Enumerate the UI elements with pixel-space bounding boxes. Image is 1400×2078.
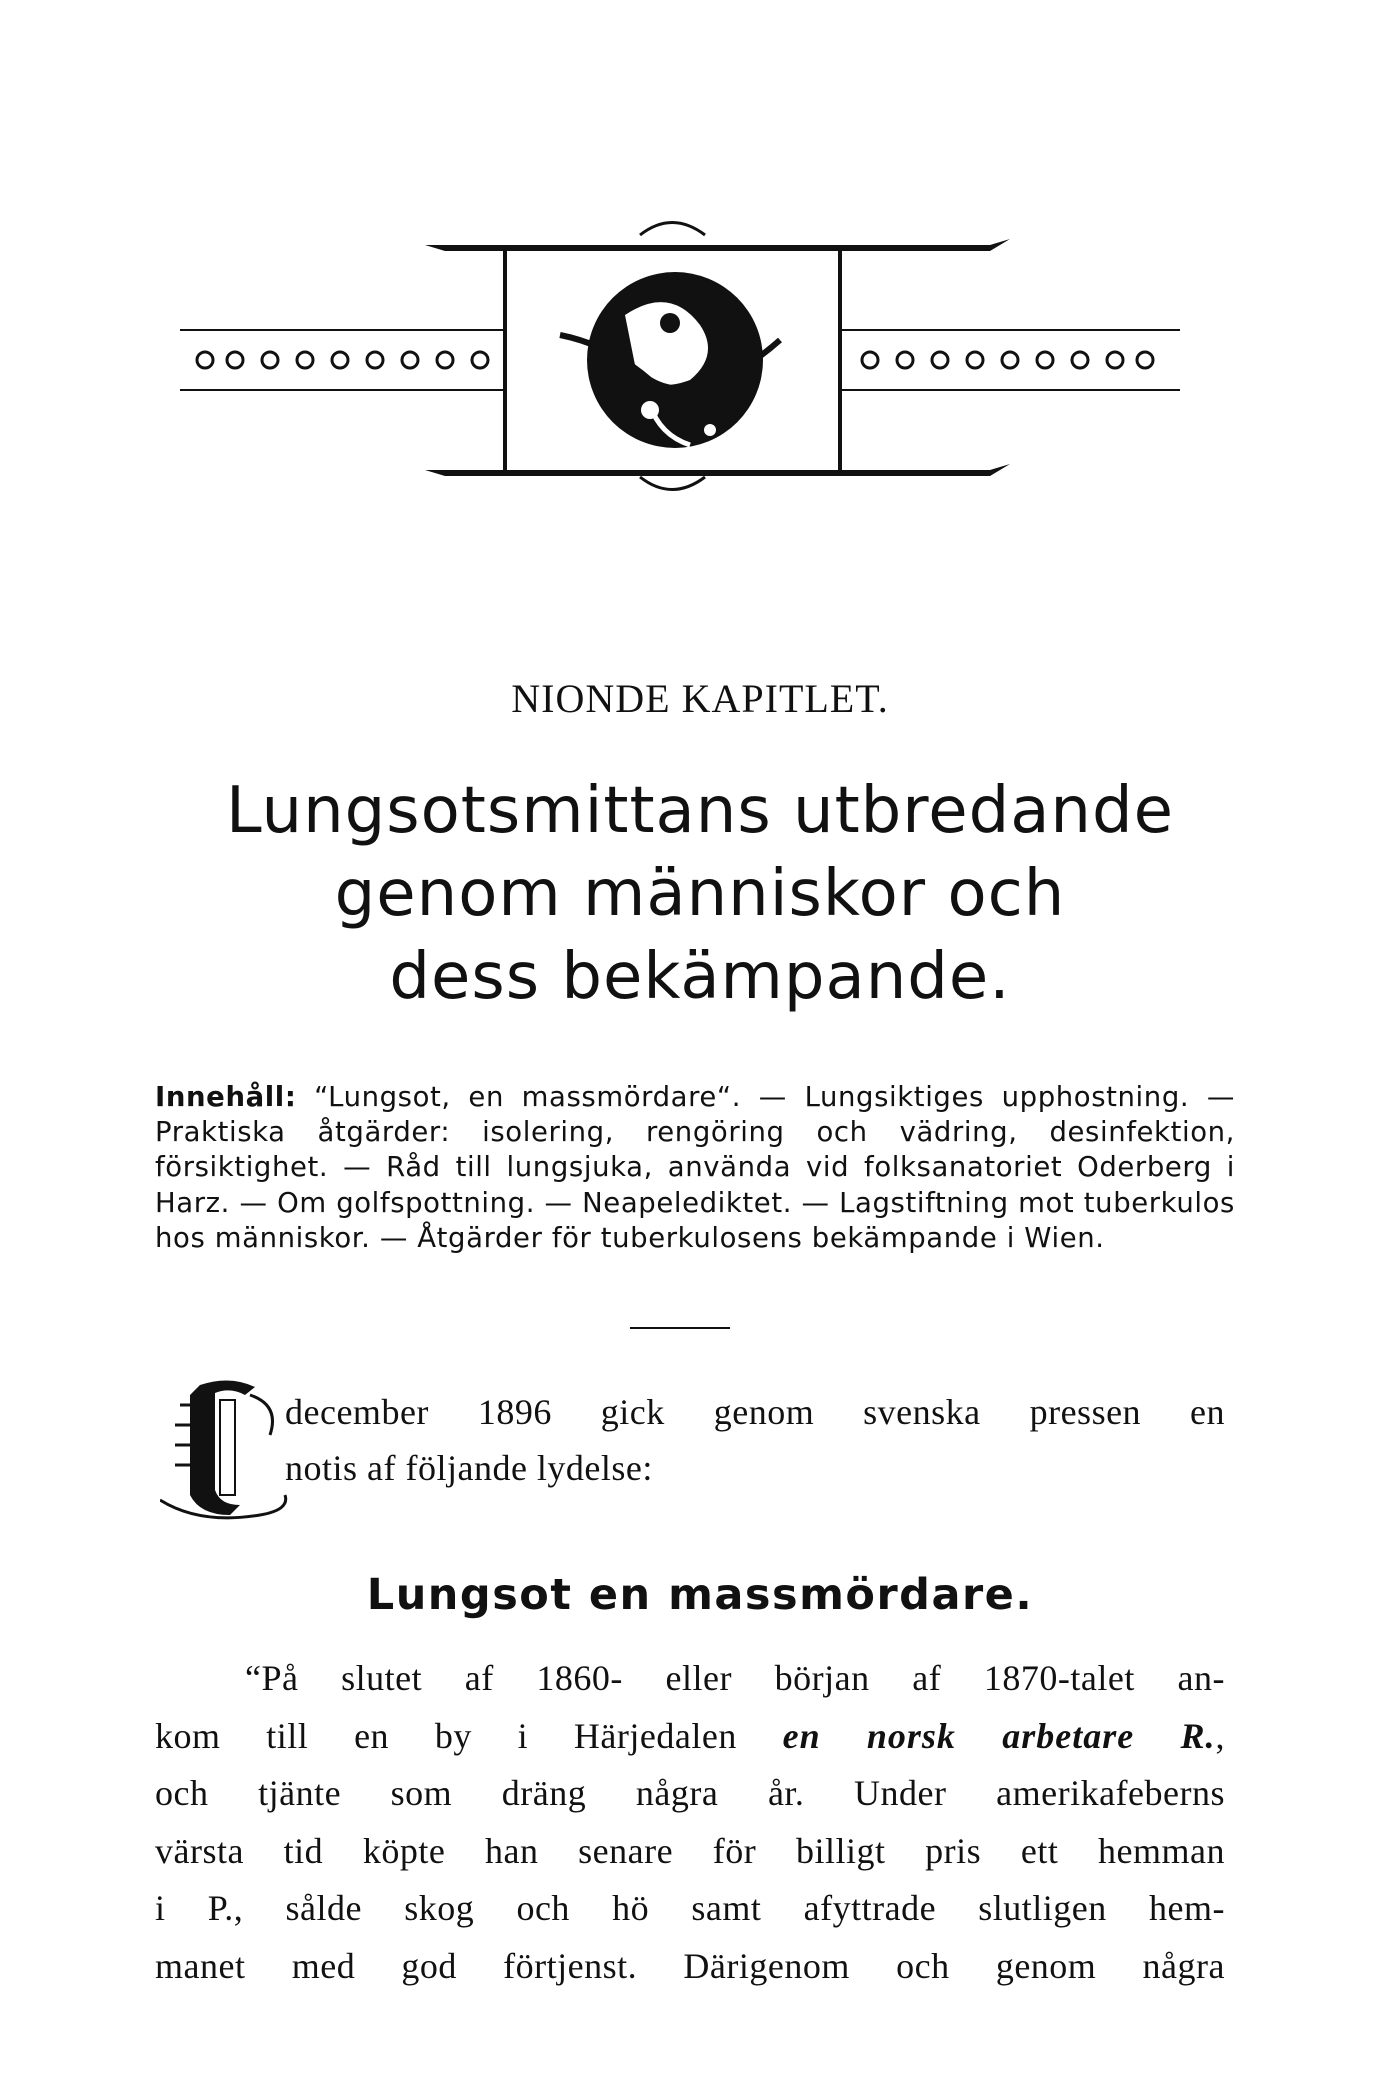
text-line: “På slutet af 1860- eller början af 1870-talet an-: [245, 1658, 1225, 1698]
text-line: manet med god förtjenst. Därigenom och genom några: [155, 1945, 1225, 1986]
section-divider: [630, 1327, 730, 1329]
title-line: Lungsotsmittans utbredande: [226, 774, 1174, 848]
text-line: [155, 1708, 1225, 1766]
text-line: i P., sålde skog och hö samt afyttrade slutligen hem-: [155, 1888, 1225, 1929]
contents-label: Innehåll:: [155, 1081, 297, 1113]
title-line: genom människor och: [334, 857, 1066, 932]
chapter-heading: NIONDE KAPITLET.: [511, 676, 889, 721]
ornamental-header: [180, 205, 1180, 505]
text-line: och tjänte som dräng några år. Under amerikafeberns: [155, 1773, 1225, 1814]
text-segment: ,: [1215, 1715, 1225, 1756]
decorative-initial-i: [160, 1375, 300, 1525]
chapter-contents: [155, 1080, 1235, 1256]
body-paragraph: [155, 1650, 1225, 1996]
opening-paragraph: [285, 1385, 1225, 1497]
contents-text: “Lungsot, en massmördare“. — Lungsiktiges upphostning. — Praktiska åtgärder: isolering, rengöring och vädring, desinfektion, försiktighet. — Råd till lungsjuka, använda vid folksanatoriet Oderberg i Harz. — Om golfspottning. — Neapelediktet. — Lagstiftning mot tuberkulos hos människor. — Åtgärder för tuberkulosens bekämpande i Wien.: [155, 1081, 1235, 1254]
italic-phrase: en norsk arbetare R.: [782, 1715, 1216, 1756]
section-subheading: Lungsot en massmördare.: [366, 1570, 1034, 1620]
text-line: notis af följande lydelse:: [285, 1447, 653, 1488]
title-line: dess bekämpande.: [389, 940, 1011, 1015]
text-line: december 1896 gick genom svenska pressen en: [285, 1392, 1225, 1432]
text-line: värsta tid köpte han senare för billigt pris ett hemman: [155, 1830, 1225, 1871]
chapter-title: [150, 770, 1250, 1020]
text-segment: kom till en by i Härjedalen: [155, 1715, 783, 1756]
